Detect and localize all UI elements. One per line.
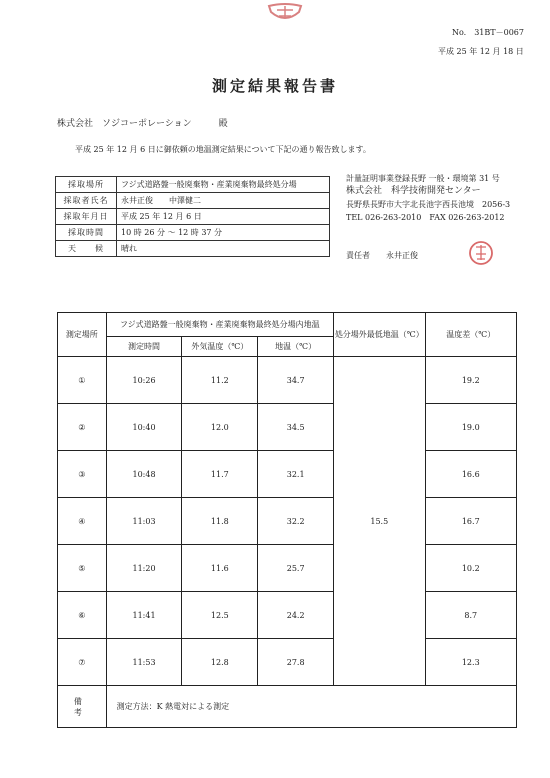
cell-time: 11:41 <box>106 592 182 639</box>
cell-ground-temp: 34.7 <box>258 357 334 404</box>
header-air-temp: 外気温度（℃） <box>182 337 258 357</box>
info-label: 採取者氏名 <box>56 193 117 209</box>
cell-temp-diff: 16.7 <box>425 498 516 545</box>
info-label: 採取場所 <box>56 177 117 193</box>
cell-air-temp: 11.7 <box>182 451 258 498</box>
cell-temp-diff: 8.7 <box>425 592 516 639</box>
remark-label: 備 考 <box>58 686 107 728</box>
cell-location: ③ <box>58 451 107 498</box>
cell-air-temp: 11.8 <box>182 498 258 545</box>
sampling-info-table <box>55 176 330 257</box>
cell-location: ④ <box>58 498 107 545</box>
table-row <box>58 357 517 404</box>
issue-date: 平成 25 年 12 月 18 日 <box>438 47 524 56</box>
measurement-table <box>57 312 517 728</box>
responsible-person: 責任者 永井正俊 <box>346 251 418 260</box>
table-row <box>58 545 517 592</box>
cell-temp-diff: 12.3 <box>425 639 516 686</box>
cell-temp-diff: 10.2 <box>425 545 516 592</box>
company-block <box>346 172 510 224</box>
cell-time: 10:26 <box>106 357 182 404</box>
cell-location: ① <box>58 357 107 404</box>
cell-time: 11:03 <box>106 498 182 545</box>
company-name: 株式会社 科学技術開発センター <box>346 186 481 196</box>
header-ground-temp: 地温（℃） <box>258 337 334 357</box>
intro-text: 平成 25 年 12 月 6 日に御依頼の地温測定結果について下記の通り報告致します。 <box>75 145 371 154</box>
cell-ground-temp: 34.5 <box>258 404 334 451</box>
info-label: 採取時間 <box>56 225 117 241</box>
table-row <box>58 498 517 545</box>
cell-ground-temp: 27.8 <box>258 639 334 686</box>
remark-value: 測定方法：K 熱電対による測定 <box>106 686 516 728</box>
info-label: 天 候 <box>56 241 117 257</box>
cell-ground-temp: 32.1 <box>258 451 334 498</box>
info-label: 採取年月日 <box>56 209 117 225</box>
header-time: 測定時間 <box>106 337 182 357</box>
header-group: フジ式道路盤一般廃棄物・産業廃棄物最終処分場内地温 <box>106 313 333 337</box>
company-registration: 計量証明事業登録長野 一般・環境第 31 号 <box>346 174 500 183</box>
table-row <box>58 639 517 686</box>
info-row <box>56 225 330 241</box>
table-row <box>58 451 517 498</box>
cell-air-temp: 11.6 <box>182 545 258 592</box>
cell-time: 11:20 <box>106 545 182 592</box>
cell-ground-temp: 24.2 <box>258 592 334 639</box>
cell-temp-diff: 19.2 <box>425 357 516 404</box>
cell-air-temp: 11.2 <box>182 357 258 404</box>
info-value: 永井正俊 中澤健二 <box>117 193 330 209</box>
cell-location: ② <box>58 404 107 451</box>
cell-location: ⑦ <box>58 639 107 686</box>
info-row <box>56 241 330 257</box>
info-value: 10 時 26 分 ～ 12 時 37 分 <box>117 225 330 241</box>
info-value: フジ式道路盤一般廃棄物・産業廃棄物最終処分場 <box>117 177 330 193</box>
info-value: 平成 25 年 12 月 6 日 <box>117 209 330 225</box>
cell-outside-min: 15.5 <box>334 357 425 686</box>
cell-time: 10:48 <box>106 451 182 498</box>
cell-temp-diff: 16.6 <box>425 451 516 498</box>
cell-air-temp: 12.0 <box>182 404 258 451</box>
info-value: 晴れ <box>117 241 330 257</box>
company-logo <box>265 2 305 24</box>
cell-temp-diff: 19.0 <box>425 404 516 451</box>
cell-air-temp: 12.8 <box>182 639 258 686</box>
company-phone: TEL 026-263-2010 FAX 026-263-2012 <box>346 213 505 222</box>
cell-location: ⑤ <box>58 545 107 592</box>
cell-location: ⑥ <box>58 592 107 639</box>
company-address: 長野県長野市大字北長池字西長池境 2056-3 <box>346 200 511 209</box>
cell-ground-temp: 32.2 <box>258 498 334 545</box>
info-row <box>56 177 330 193</box>
document-number: No. 31BT－0067 <box>452 28 524 37</box>
header-outside-min: 処分場外最低地温（℃） <box>334 313 425 357</box>
cell-air-temp: 12.5 <box>182 592 258 639</box>
info-row <box>56 193 330 209</box>
personal-seal-stamp <box>468 240 494 266</box>
remark-row <box>58 686 517 728</box>
cell-time: 10:40 <box>106 404 182 451</box>
header-temp-diff: 温度差（℃） <box>425 313 516 357</box>
cell-time: 11:53 <box>106 639 182 686</box>
header-row <box>58 313 517 337</box>
cell-ground-temp: 25.7 <box>258 545 334 592</box>
page-title: 測定結果報告書 <box>211 77 338 95</box>
table-row <box>58 404 517 451</box>
table-row <box>58 592 517 639</box>
info-row <box>56 209 330 225</box>
addressee: 株式会社 ソジコーポレーション 殿 <box>57 119 228 129</box>
header-location: 測定場所 <box>58 313 107 357</box>
